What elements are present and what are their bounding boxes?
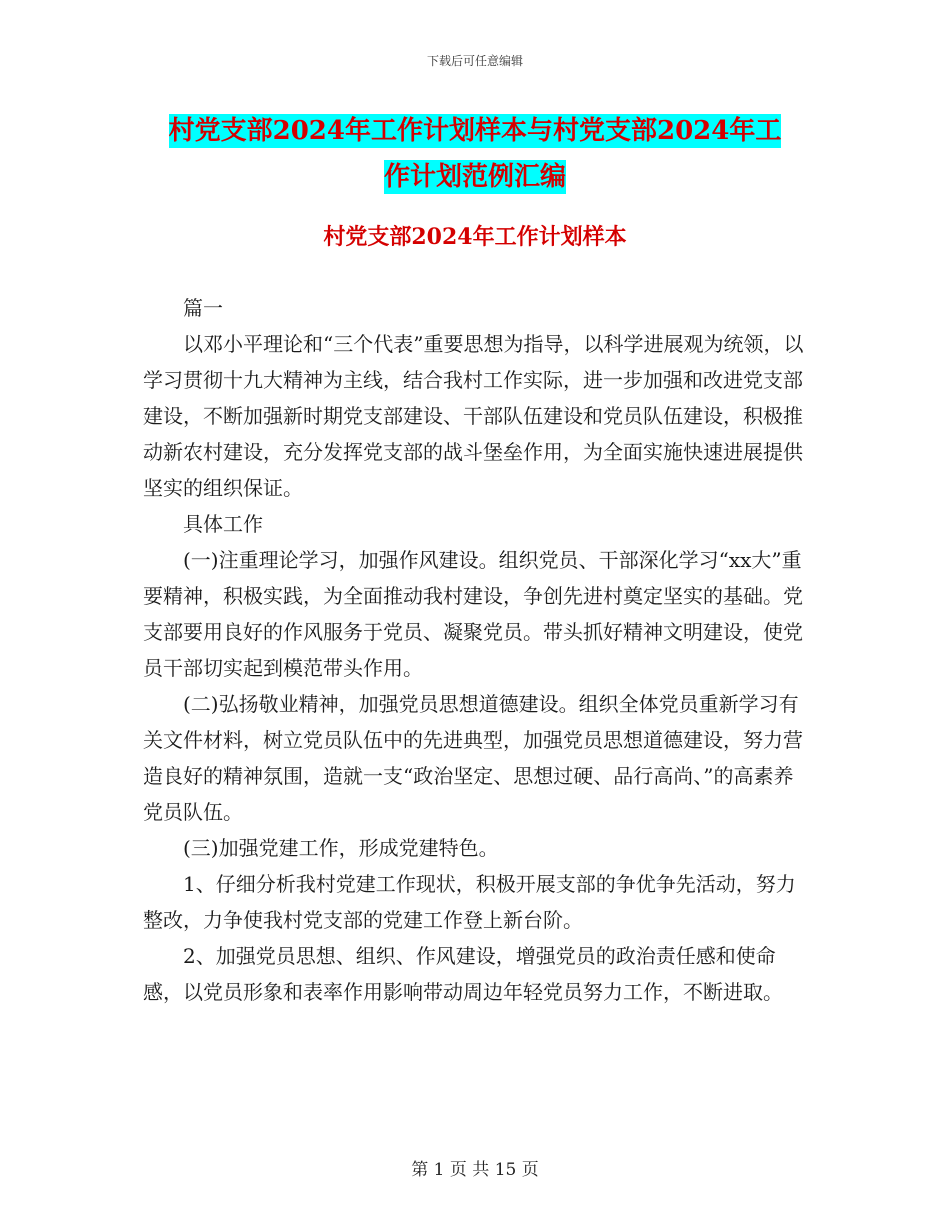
- body-text: [143, 290, 809, 1010]
- paragraph: 具体工作: [183, 512, 263, 536]
- paragraph: (二)弘扬敬业精神，加强党员思想道德建设。组织全体党员重新学习有关文件材料，树立党员队伍中的先进典型，加强党员思想道德建设，努力营造良好的精神氛围，造就一支“政治坚定、思想过硬、品行高尚、”的高素养党员队伍。: [143, 692, 803, 824]
- paragraph: (一)注重理论学习，加强作风建设。组织党员、干部深化学习“xx大”重要精神，积极实践，为全面推动我村建设，争创先进村奠定坚实的基础。党支部要用良好的作风服务于党员、凝聚党员。带头抓好精神文明建设，使党员干部切实起到模范带头作用。: [143, 548, 803, 680]
- paragraph: 以邓小平理论和“三个代表”重要思想为指导，以科学进展观为统领，以学习贯彻十九大精神为主线，结合我村工作实际，进一步加强和改进党支部建设，不断加强新时期党支部建设、干部队伍建设和党员队伍建设，积极推动新农村建设，充分发挥党支部的战斗堡垒作用，为全面实施快速进展提供坚实的组织保证。: [143, 332, 804, 500]
- title-line-1: 村党支部2024年工作计划样本与村党支部2024年工: [168, 116, 782, 146]
- paragraph: (三)加强党建工作，形成党建特色。: [183, 836, 499, 860]
- header-note: 下载后可任意编辑: [426, 54, 523, 68]
- section-title: 村党支部2024年工作计划样本: [323, 224, 627, 250]
- page-number: 第 1 页 共 15 页: [411, 1160, 539, 1180]
- paragraph: 篇一: [183, 296, 223, 320]
- document-title: [140, 108, 810, 200]
- paragraph: 2、加强党员思想、组织、作风建设，增强党员的政治责任感和使命感，以党员形象和表率作用影响带动周边年轻党员努力工作，不断进取。: [143, 944, 783, 1004]
- paragraph: 1、仔细分析我村党建工作现状，积极开展支部的争优争先活动，努力整改，力争使我村党支部的党建工作登上新台阶。: [143, 872, 796, 932]
- title-line-2: 作计划范例汇编: [383, 162, 566, 192]
